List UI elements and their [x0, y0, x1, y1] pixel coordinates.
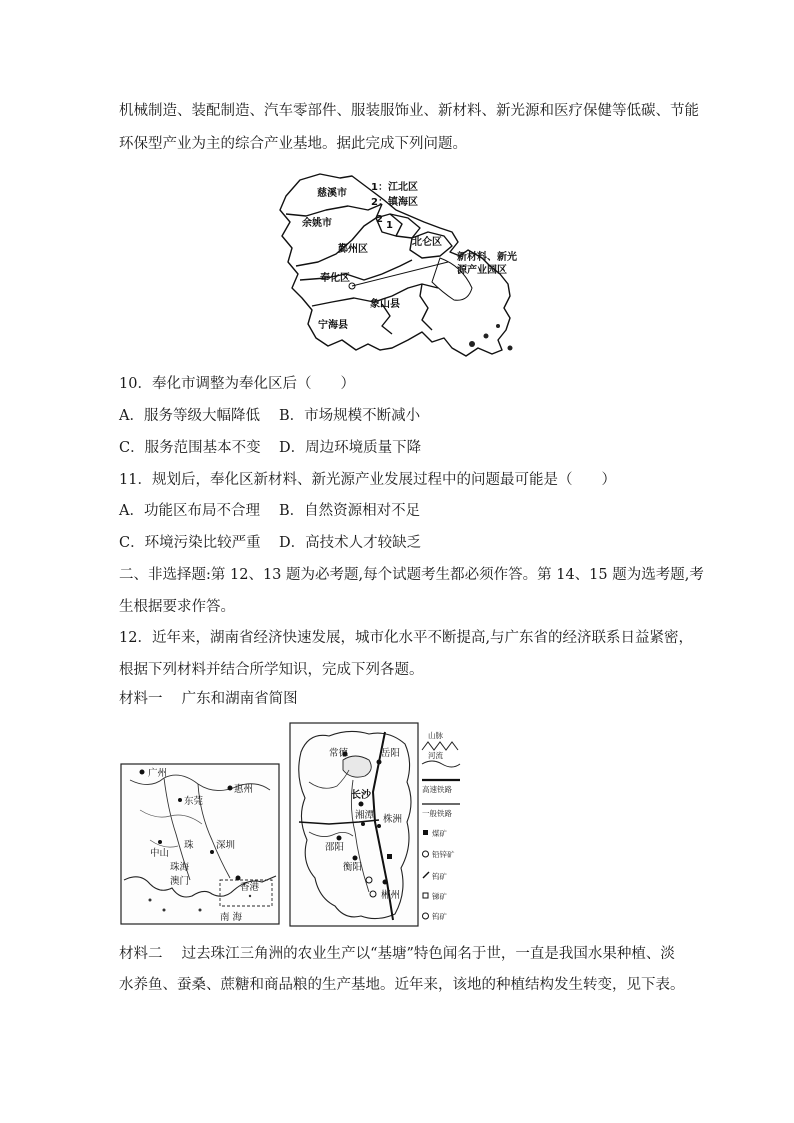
q10-option-a: A．服务等级大幅降低: [119, 408, 260, 424]
label-yuyao: 余姚市: [302, 218, 332, 229]
legend-river: 河流: [428, 751, 443, 760]
label-park-1: 新材料、新光: [457, 252, 517, 263]
ningbo-map: [272, 170, 534, 360]
legend-coal: 煤矿: [432, 829, 447, 838]
label-hengyang: 衡阳: [343, 862, 363, 873]
label-legend-2: 2：镇海区: [371, 197, 418, 208]
label-aomen: 澳门: [170, 876, 190, 887]
label-yinzhou: 鄞州区: [338, 244, 368, 255]
label-num-1: 1: [386, 220, 393, 231]
label-changsha: 长沙: [351, 790, 371, 801]
q11-option-d: D．高技术人才较缺乏: [279, 535, 422, 551]
q10-option-d: D．周边环境质量下降: [279, 440, 422, 456]
label-chenzhou: 郴州: [381, 890, 401, 901]
hunan-map: [289, 722, 419, 927]
guangdong-map: [120, 760, 280, 926]
label-legend-1: 1：江北区: [371, 182, 418, 193]
q10-stem: 10．奉化市调整为奉化区后（ ）: [119, 376, 355, 392]
q11-option-b: B．自然资源相对不足: [279, 503, 421, 519]
label-nanhai: 南 海: [220, 912, 243, 923]
legend-hsr: 高速铁路: [422, 785, 452, 794]
label-cixi: 慈溪市: [317, 188, 347, 199]
legend-mountain: 山脉: [428, 731, 443, 740]
material2-line-1: 材料二 过去珠江三角洲的农业生产以“基塘”特色闻名于世，一直是我国水果种植、淡: [119, 946, 675, 962]
label-guangzhou: 广州: [148, 768, 168, 779]
intro-line-2: 环保型产业为主的综合产业基地。据此完成下列问题。: [119, 136, 467, 152]
q12-line-2: 根据下列材料并结合所学知识，完成下列各题。: [119, 662, 424, 678]
label-zhuzhou: 株洲: [383, 814, 403, 825]
label-shenzhen: 深圳: [216, 840, 236, 851]
label-fenghua: 奉化区: [320, 273, 350, 284]
section2-line-2: 生根据要求作答。: [119, 599, 235, 615]
q10-option-b: B．市场规模不断减小: [279, 408, 421, 424]
label-shaoyang: 邵阳: [325, 842, 345, 853]
legend-railway: 一般铁路: [422, 809, 452, 818]
material2-line-2: 水养鱼、蚕桑、蔗糖和商品粮的生产基地。近年来，该地的种植结构发生转变，见下表。: [119, 977, 685, 993]
label-ninghai: 宁海县: [318, 320, 348, 331]
label-zhuhai: 珠海: [170, 862, 190, 873]
legend-tungsten: 钨矿: [432, 872, 447, 881]
legend-leadzinc: 铅锌矿: [432, 850, 455, 859]
label-park-2: 源产业园区: [457, 265, 507, 276]
q11-option-a: A．功能区布局不合理: [119, 503, 260, 519]
label-zhu: 珠: [184, 840, 194, 851]
label-num-2: 2: [376, 214, 383, 225]
legend-antimony: 锑矿: [432, 892, 447, 901]
label-xiangshan: 象山县: [370, 299, 400, 310]
intro-line-1: 机械制造、装配制造、汽车零部件、服装服饰业、新材料、新光源和医疗保健等低碳、节能: [119, 103, 699, 119]
label-beilun: 北仑区: [412, 237, 442, 248]
q12-line-1: 12．近年来，湖南省经济快速发展，城市化水平不断提高,与广东省的经济联系日益紧密，: [119, 630, 694, 646]
label-yueyang: 岳阳: [381, 748, 401, 759]
label-changde: 常德: [329, 748, 349, 759]
hunan-map-legend: [420, 728, 464, 924]
section2-line-1: 二、非选择题:第 12、13 题为必考题,每个试题考生都必须作答。第 14、15 题为选考题,考: [119, 567, 704, 583]
q10-option-c: C．服务范围基本不变: [119, 440, 261, 456]
label-hongkong: 香港: [240, 882, 260, 893]
label-zhongshan: 中山: [150, 848, 170, 859]
label-huizhou: 惠州: [234, 784, 254, 795]
legend-other: 钨矿: [432, 912, 447, 921]
material1-caption: 材料一 广东和湖南省简图: [119, 691, 298, 707]
q11-option-c: C．环境污染比较严重: [119, 535, 261, 551]
label-dongguan: 东莞: [184, 796, 204, 807]
q11-stem: 11．规划后，奉化区新材料、新光源产业发展过程中的问题最可能是（ ）: [119, 472, 616, 488]
label-xiangtan: 湘潭: [355, 810, 375, 821]
